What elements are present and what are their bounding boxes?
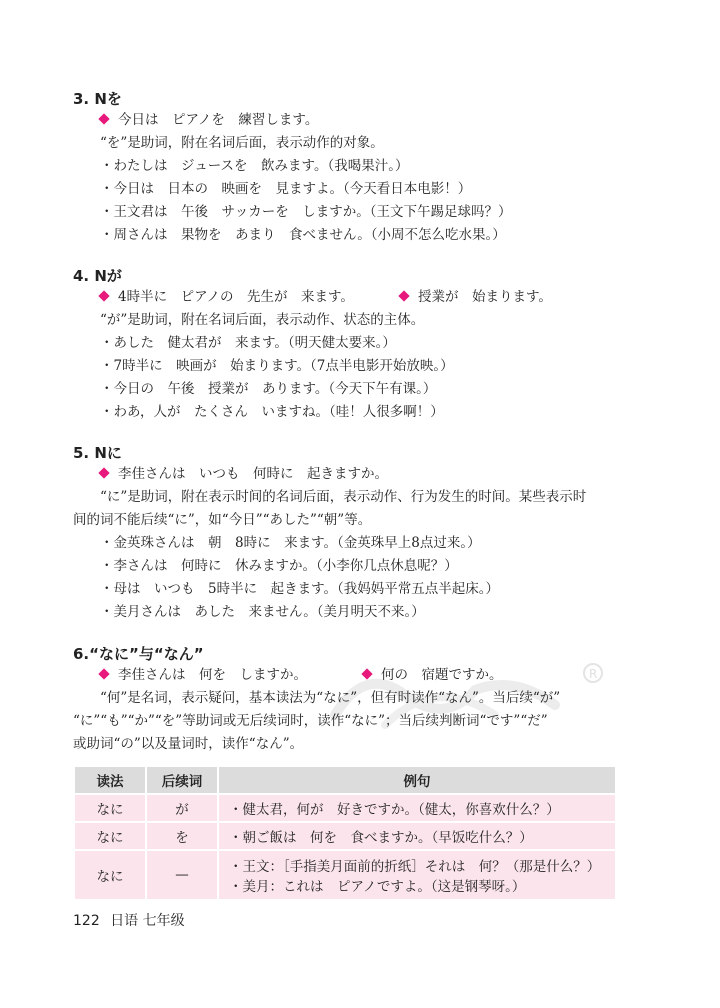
section-6-explanation-3: 或助词“の”以及量词时，读作“なん”。 xyxy=(73,736,304,752)
section-4-example-2 xyxy=(400,287,552,307)
example-sentence: 4時半に ピアノの 先生が 来ます。 xyxy=(118,289,354,305)
book-title: 日语 七年级 xyxy=(110,913,185,929)
diamond-bullet-icon xyxy=(398,290,409,301)
section-3-title: 3. Nを xyxy=(73,90,122,108)
cell-example-line: ・美月：これは ピアノですよ。（这是钢琴呀。） xyxy=(229,879,526,895)
example-sentence: 授業が 始まります。 xyxy=(418,289,552,305)
section-4-example-1 xyxy=(100,287,354,307)
page-number: 122 xyxy=(73,913,100,929)
section-5-bullet: ・美月さんは あした 来ません。（美月明天不来。） xyxy=(100,604,425,620)
diamond-bullet-icon xyxy=(98,113,109,124)
section-6-explanation-1: “何”是名词，表示疑问，基本读法为“なに”，但有时读作“なん”。当后续“が” xyxy=(100,690,561,706)
cell-reading: なに xyxy=(75,795,145,821)
diamond-bullet-icon xyxy=(361,668,372,679)
svg-text:R: R xyxy=(589,667,598,681)
section-4-bullet: ・わあ，人が たくさん いますね。（哇！人很多啊！） xyxy=(100,404,444,420)
section-4-bullet: ・あした 健太君が 来ます。（明天健太要来。） xyxy=(100,335,396,351)
example-sentence: 李佳さんは いつも 何時に 起きますか。 xyxy=(118,466,388,482)
section-4-title: 4. Nが xyxy=(73,267,122,285)
section-3-bullet: ・王文君は 午後 サッカーを しますか。（王文下午踢足球吗？） xyxy=(100,204,512,220)
cell-example: ・健太君，何が 好きですか。（健太，你喜欢什么？） xyxy=(219,795,615,821)
section-5-bullet: ・母は いつも 5時半に 起きます。（我妈妈平常五点半起床。） xyxy=(100,581,500,597)
section-5-example xyxy=(100,464,388,484)
section-3-bullet: ・今日は 日本の 映画を 見ますよ。（今天看日本电影！） xyxy=(100,181,472,197)
cell-example: ・朝ご飯は 何を 食べますか。（早饭吃什么？） xyxy=(219,823,615,849)
section-5-bullet: ・李さんは 何時に 休みますか。（小李你几点休息呢？） xyxy=(100,558,458,574)
cell-example-line: ・王文：［手指美月面前的折纸］それは 何？（那是什么？） xyxy=(229,859,601,875)
example-sentence: 李佳さんは 何を しますか。 xyxy=(118,667,307,683)
table-row xyxy=(75,795,615,821)
section-6-explanation-2: “に”“も”“か”“を”等助词或无后续词时，读作“なに”；当后续判断词“です”“だ” xyxy=(73,713,548,729)
section-3-example xyxy=(100,110,318,130)
example-sentence: 何の 宿題ですか。 xyxy=(381,667,503,683)
example-sentence: 今日は ピアノを 練習します。 xyxy=(118,112,319,128)
diamond-bullet-icon xyxy=(98,290,109,301)
page-footer xyxy=(73,910,185,930)
section-3-explanation: “を”是助词，附在名词后面，表示动作的对象。 xyxy=(100,135,384,151)
section-4-bullet: ・7時半に 映画が 始まります。（7点半电影开始放映。） xyxy=(100,358,454,374)
table-row xyxy=(75,851,615,899)
cell-following: を xyxy=(147,823,217,849)
table-row xyxy=(75,823,615,849)
diamond-bullet-icon xyxy=(98,467,109,478)
section-4-bullet: ・今日の 午後 授業が あります。（今天下午有课。） xyxy=(100,381,437,397)
section-6-title: 6.“なに”与“なん” xyxy=(73,645,204,663)
section-6-example-2 xyxy=(363,665,503,685)
section-5-explanation-1: “に”是助词，附在表示时间的名词后面，表示动作、行为发生的时间。某些表示时 xyxy=(100,489,587,505)
cell-examples xyxy=(219,851,615,899)
diamond-bullet-icon xyxy=(98,668,109,679)
section-3-bullet: ・わたしは ジュースを 飲みます。（我喝果汁。） xyxy=(100,158,409,174)
header-reading: 读法 xyxy=(75,767,145,793)
section-4-explanation: “が”是助词，附在名词后面，表示动作、状态的主体。 xyxy=(100,312,425,328)
table-header-row xyxy=(75,767,615,793)
section-5-explanation-2: 间的词不能后续“に”，如“今日”“あした”“朝”等。 xyxy=(73,512,372,528)
cell-following: が xyxy=(147,795,217,821)
header-following: 后续词 xyxy=(147,767,217,793)
cell-reading: なに xyxy=(75,851,145,899)
section-5-title: 5. Nに xyxy=(73,444,122,462)
section-6-example-1 xyxy=(100,665,307,685)
section-3-bullet: ・周さんは 果物を あまり 食べません。（小周不怎么吃水果。） xyxy=(100,227,506,243)
section-5-bullet: ・金英珠さんは 朝 8時に 来ます。（金英珠早上8点过来。） xyxy=(100,535,481,551)
cell-reading: なに xyxy=(75,823,145,849)
reading-table xyxy=(73,765,617,901)
header-examples: 例句 xyxy=(219,767,615,793)
cell-following: — xyxy=(147,851,217,899)
